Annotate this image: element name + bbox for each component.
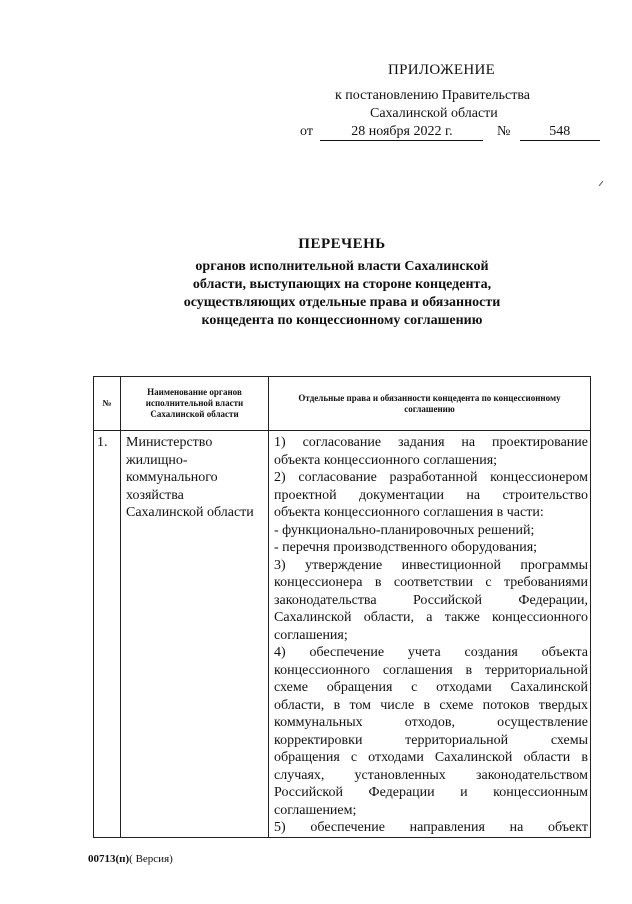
rights-line: коммунальных отходов, осуществление (274, 715, 588, 730)
document-subtitle (0, 258, 632, 330)
table-header-row (94, 377, 591, 431)
document-footer (88, 853, 173, 865)
rights-line: законодательства Российской Федерации, (274, 592, 588, 608)
rights-line: 1) согласование задания на проектирование (274, 435, 588, 450)
rights-line: - перечня производственного оборудования; (274, 540, 538, 555)
rights-line: схеме обращения с отходами Сахалинской (274, 680, 588, 695)
subtitle-line: органов исполнительной власти Сахалинской (195, 259, 489, 274)
document-version: ( Версия) (129, 853, 173, 865)
org-line: жилищно- (126, 452, 188, 468)
header-organization: Наименование органов исполнительной власти Сахалинской области (121, 377, 269, 431)
org-line: Сахалинской области (126, 505, 254, 520)
appendix-date-number-row (300, 124, 600, 141)
authorities-table (93, 376, 591, 838)
rights-line: объекта концессионного соглашения в части: (274, 505, 544, 520)
rights-line: случаях, установленных законодательством (274, 767, 588, 783)
appendix-resolution-line: к постановлению Правительства (335, 88, 531, 103)
table-row (94, 431, 591, 838)
resolution-number: 548 (520, 124, 600, 141)
org-line: коммунального (126, 470, 218, 485)
appendix-title: ПРИЛОЖЕНИЕ (388, 62, 496, 78)
rights-line: концессионера в соответствии с требованиями (274, 575, 588, 590)
from-label: от (300, 124, 313, 139)
rights-line: проектной документации на строительство (274, 487, 588, 503)
resolution-date: 28 ноября 2022 г. (320, 124, 483, 141)
appendix-region-line: Сахалинской области (370, 106, 498, 121)
scan-mark (599, 181, 604, 186)
rights-line: соглашения; (274, 627, 348, 643)
rights-line: объекта концессионного соглашения; (274, 452, 498, 468)
rights-line: корректировки территориальной схемы (274, 732, 588, 748)
row-number: 1. (94, 431, 121, 838)
number-sign: № (496, 124, 511, 139)
rights-line: соглашением; (274, 802, 357, 818)
row-rights (269, 431, 591, 838)
rights-line: обращения с отходами Сахалинской области в (274, 750, 588, 765)
subtitle-line: осуществляющих отдельные права и обязанности (183, 295, 501, 310)
rights-line: области, в том числе в схеме потоков твердых (274, 697, 588, 713)
rights-line: Сахалинской области, а также концессионного (274, 610, 588, 625)
rights-line: 2) согласование разработанной концессионером (274, 470, 588, 485)
rights-line: Российской Федерации и концессионным (274, 785, 588, 800)
rights-line: 3) утверждение инвестиционной программы (274, 557, 588, 573)
row-organization (121, 431, 269, 838)
org-line: Министерство (126, 435, 213, 450)
subtitle-line: области, выступающих на стороне концедента, (192, 277, 492, 292)
header-number: № (94, 377, 121, 431)
rights-line: 5) обеспечение направления на объект (274, 820, 588, 835)
header-rights: Отдельные права и обязанности концедента по концессионному соглашению (269, 377, 591, 431)
rights-line: концессионного соглашения в территориальной (274, 662, 588, 678)
document-title: ПЕРЕЧЕНЬ (298, 236, 386, 252)
rights-line: - функционально-планировочных решений; (274, 522, 535, 538)
document-code: 00713(п) (88, 853, 130, 865)
rights-line: 4) обеспечение учета создания объекта (274, 645, 588, 660)
subtitle-line: концедента по концессионному соглашению (201, 313, 483, 328)
org-line: хозяйства (126, 487, 184, 503)
